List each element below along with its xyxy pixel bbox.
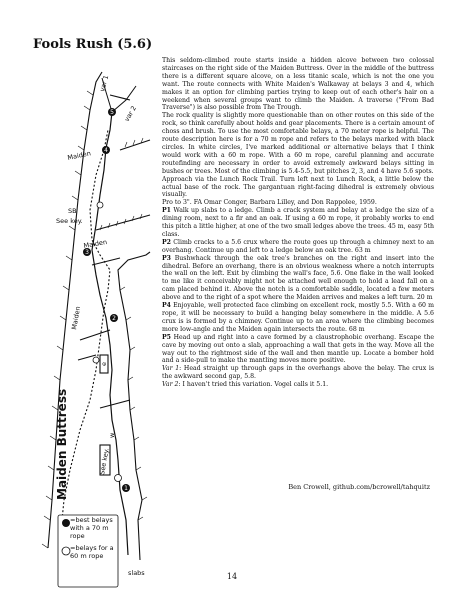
belay-alt-marker (93, 357, 99, 363)
maiden-label-mid: Maiden (82, 237, 108, 250)
sb-label: SB (68, 207, 77, 215)
intro-paragraph: This seldom-climbed route starts inside a hidden alcove between two colossal staircases on the right side of the Maiden Buttress. Over in the middle of the buttress there is a different square alcove, on a less titanic scale, which is not the one you want. The route connects with White Maiden's Walkaway at belays 3 and 4, which makes it an option for climbing parties trying to keep out of each other's hair on a weekend when several groups want to climb the Maiden. A traverse ("From Bad Traverse") is also possible from The Trough. (162, 57, 434, 112)
var2-label: var 2 (122, 104, 139, 123)
legend-white-text: =belays for a 60 m rope (70, 544, 114, 560)
route-title: Fools Rush (5.6) (33, 37, 153, 52)
belay-3-number: 3 (85, 249, 89, 256)
belay-2-number: 2 (112, 315, 116, 322)
variation-text: I haven't tried this variation. Vogel calls it 5.1. (182, 381, 329, 389)
belay-1-alt-marker (115, 475, 122, 482)
legend-white-circle (62, 547, 70, 555)
e-label: e (100, 362, 108, 366)
pitch-text: Walk up slabs to a ledge. Climb a crack system and belay at a ledge the size of a dining room, next to a fir and an oak. If using a 60 m rope, it probably works to end this pitch a little higher, at one of the two small ledges above the trees. 45 m, easy 5th class. (162, 207, 434, 238)
variation-label: Var 1 (162, 365, 180, 373)
route-description (162, 57, 434, 389)
buttress-label: Maiden Buttress (55, 388, 69, 500)
pitch-text: Enjoyable, well protected face climbing on excellent rock, mostly 5.5. With a 60 m rope, it will be necessary to build a hanging belay somewhere in the middle. A 5.6 crux is is formed by a chimney. Continue up to an area where the climbing becomes more low-angle and the Maiden again intersects the route. 68 m (162, 302, 434, 333)
author-credit: Ben Crowell, github.com/bcrowell/tahquitz (288, 483, 430, 491)
slabs-label: slabs (128, 569, 145, 577)
pitch-paragraph (162, 302, 434, 334)
legend-black-circle (62, 519, 70, 527)
variation-paragraph: Var 2: I haven't tried this variation. Vogel calls it 5.1. (162, 381, 329, 389)
intro-paragraph: The rock quality is slightly more questionable than on other routes on this side of the rock, so think carefully about holds and gear placements. There is a certain amount of choss and brush. To use the most comfortable belays, a 70 meter rope is helpful. The route description here is for a 70 m rope and refers to the belays marked with black circles. In white circles, I've marked additional or alternative belays that I think would work with a 60 m rope. With a 60 m rope, careful planning and accurate routefinding are necessary in order to avoid extremely awkward belays sitting in bushes or trees. Most of the climbing is 5.4-5.5, but pitches 2, 3, and 4 have 5.6 spots. (162, 112, 434, 175)
intro-paragraph: Pro to 3". FA Omar Conger, Barbara Lilley, and Don Rappolee, 1959. (162, 199, 377, 207)
belay-4-number: 4 (104, 147, 108, 154)
pitch-label: P1 (162, 207, 171, 215)
pitch-label: P5 (162, 333, 171, 341)
w-label: w (108, 432, 116, 438)
pitch-paragraph (162, 239, 434, 255)
pitch-label: P2 (162, 238, 171, 246)
intro-paragraph: Approach via the Lunch Rock Trail. Turn left next to Lunch Rock, a little below the actual base of the rock. The gargantuan right-facing dihedral is extremely obvious visually. (162, 175, 434, 199)
pitch-label: P3 (162, 254, 171, 262)
belay-5-number: 5 (110, 109, 114, 116)
page-number: 14 (226, 572, 238, 581)
maiden-label-top: Maiden (66, 149, 92, 162)
pitch-text: Head up and right into a cave formed by a claustrophobic overhang. Escape the cave by moving out onto a slab, approaching a wall that gets in the way. Move all the way out to the rightmost side of the wall and then mantle up. Locate a bomber hold and a side-pull to make the mantling moves more positive. (162, 333, 434, 365)
pitch-paragraph (162, 334, 434, 366)
variation-text: Head straight up through gaps in the overhangs above the belay. The crux is the awkward second gap, 5.8. (162, 365, 435, 381)
belay-1-number: 1 (124, 485, 128, 492)
see-key-label-top: See key. (56, 217, 83, 225)
pitch-paragraph (162, 207, 434, 239)
pitch-text: Climb cracks to a 5.6 crux where the route goes up through a chimney next to an overhang. Continue up and left to a ledge below an oak tree. 63 m (162, 238, 434, 254)
variation-label: Var 2 (162, 381, 179, 389)
var1-label: var 1 (98, 74, 111, 93)
pitch-paragraph (162, 255, 434, 302)
variation-paragraph: Var 1: Head straight up through gaps in the overhangs above the belay. The crux is the awkward second gap, 5.8. (162, 365, 435, 381)
pitch-label: P4 (162, 302, 171, 310)
legend-black-text: =best belays with a 70 m rope (70, 516, 113, 540)
maiden-label-low: Maiden (70, 305, 83, 331)
see-key-label-low: See key. (98, 447, 111, 476)
route-topo (0, 0, 160, 600)
belay-alt-marker (97, 202, 103, 208)
pitch-text: Bushwhack through the oak tree's branches on the right and insert into the dihedral. Before an overhang, there is an obvious weakness where a notch interrupts the wall on the left. Exit by climbing the wall's face, 5.6. One flake in the wall looked to me like it conceivably might not be attached well enough to hold a lead fall on a cam placed behind it. Above the notch is a comfortable saddle, located a few meters above and to the right of a spot where the Maiden arrives and makes a left turn. 20 m (162, 254, 434, 302)
rock-edge-right (118, 252, 150, 560)
